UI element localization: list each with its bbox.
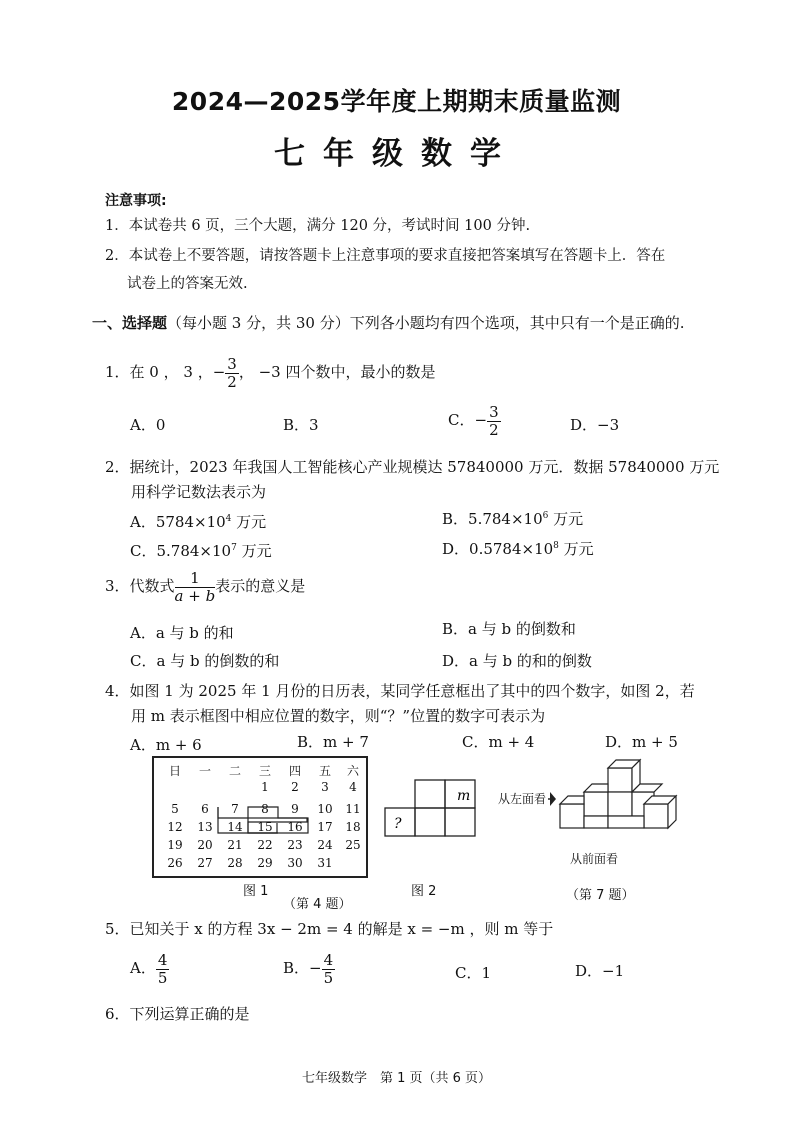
question-5-stem: 5．已知关于 x 的方程 3x − 2m = 4 的解是 x = −m ，则 m 等于 xyxy=(105,920,554,938)
section-1-text: （每小题 3 分，共 30 分）下列各小题均有四个选项，其中只有一个是正确的. xyxy=(167,314,685,332)
q1-option-a: A．0 xyxy=(130,416,166,434)
calendar-day-cell: 31 xyxy=(317,856,333,870)
section-1-heading xyxy=(92,312,685,333)
calendar-day-cell: 30 xyxy=(287,856,303,870)
q1-option-c-neg: − xyxy=(474,411,488,429)
section-1-label: 一、选择题 xyxy=(92,314,168,332)
grid-cell-top-1 xyxy=(415,780,445,808)
q1-option-d: D．−3 xyxy=(570,416,620,434)
calendar-day-cell: 4 xyxy=(349,780,357,794)
q5-b-num: 4 xyxy=(323,951,334,969)
q5-a-fraction xyxy=(156,952,170,986)
q1-fraction xyxy=(225,356,239,390)
cube-bottom-1-top xyxy=(560,796,584,804)
calendar-day-cell: 1 xyxy=(261,780,269,794)
calendar-day-cell: 15 xyxy=(257,820,273,834)
grid-m-label: m xyxy=(457,788,471,804)
q2-b-unit: 万元 xyxy=(548,510,584,528)
q4-caption: （第 4 题） xyxy=(283,897,352,912)
calendar-day-cell: 11 xyxy=(345,802,361,816)
q5-option-d: D．−1 xyxy=(575,962,625,980)
page-footer: 七年级数学 第 1 页（共 6 页） xyxy=(301,1071,492,1086)
q3-stem-a: 3．代数式 xyxy=(105,577,175,595)
calendar-day-cell: 23 xyxy=(287,838,303,852)
calendar-day-cell: 10 xyxy=(317,802,333,816)
q3-fraction xyxy=(175,570,216,604)
calendar-day-cell: 2 xyxy=(291,780,299,794)
notice-item-2: 2．本试卷上不要答题，请按答题卡上注意事项的要求直接把答案填写在答题卡上．答在 xyxy=(105,248,666,264)
q3-option-c: C．a 与 b 的倒数的和 xyxy=(130,652,280,670)
calendar-day-cell: 22 xyxy=(257,838,273,852)
q2-c-unit: 万元 xyxy=(236,542,272,560)
calendar-header-cell: 六 xyxy=(346,764,359,778)
q2-b-base: B．5.784×10 xyxy=(442,510,543,528)
notice-item-1: 1．本试卷共 6 页，三个大题，满分 120 分，考试时间 100 分钟. xyxy=(105,218,531,234)
q3-frac-den: a + b xyxy=(174,586,216,605)
q4-option-c: C．m + 4 xyxy=(462,733,535,751)
calendar-header-cell: 五 xyxy=(318,764,331,778)
q2-d-unit: 万元 xyxy=(558,540,594,558)
cube-figure xyxy=(548,750,683,840)
calendar-day-cell: 17 xyxy=(317,820,333,834)
q5-a-label: A． xyxy=(130,959,156,977)
cube-mid-1-top xyxy=(584,784,608,792)
q5-a-num: 4 xyxy=(157,951,168,969)
q2-option-b xyxy=(442,508,583,529)
q2-c-exp: 7 xyxy=(231,543,237,553)
calendar-figure xyxy=(152,756,368,878)
question-1-stem xyxy=(105,356,435,390)
calendar-day-cell: 6 xyxy=(201,802,209,816)
q4-option-b: B．m + 7 xyxy=(297,733,369,751)
figure-2-label: 图 2 xyxy=(411,884,437,899)
q5-option-b xyxy=(283,952,335,986)
q5-b-fraction xyxy=(322,952,336,986)
calendar-header-cell: 二 xyxy=(228,764,241,778)
calendar-day-cell: 7 xyxy=(231,802,239,816)
calendar-day-cell: 9 xyxy=(291,802,299,816)
q1-c-num: 3 xyxy=(489,403,499,421)
q2-a-base: A．5784×10 xyxy=(130,513,226,531)
question-3-stem xyxy=(105,570,305,604)
calendar-day-cell: 5 xyxy=(171,802,179,816)
q1-stem-b: ， −3 四个数中，最小的数是 xyxy=(238,363,436,381)
q1-option-c xyxy=(448,404,501,438)
q5-option-c: C．1 xyxy=(455,964,492,982)
q2-a-exp: 4 xyxy=(225,514,232,524)
q5-b-label: B．− xyxy=(283,959,322,977)
q4-option-a: A．m + 6 xyxy=(130,736,202,754)
q3-option-b: B．a 与 b 的倒数和 xyxy=(442,620,576,638)
question-2-line-1: 2．据统计，2023 年我国人工智能核心产业规模达 57840000 万元．数据 57840000 万元 xyxy=(105,458,720,476)
q1-option-c-fraction xyxy=(487,404,501,438)
question-6-stem: 6．下列运算正确的是 xyxy=(105,1005,250,1023)
front-view-label: 从前面看 xyxy=(570,852,619,866)
cube-top-front xyxy=(608,768,632,792)
calendar-header-cell: 日 xyxy=(168,764,181,778)
question-4-line-1: 4．如图 1 为 2025 年 1 月份的日历表，某同学任意框出了其中的四个数字，如图 2，若 xyxy=(105,682,695,700)
cube-bottom-1 xyxy=(560,804,584,828)
calendar-day-cell: 25 xyxy=(345,838,361,852)
q3-frac-num: 1 xyxy=(175,570,216,588)
q2-d-base: D．0.5784×10 xyxy=(442,540,554,558)
calendar-day-cell: 14 xyxy=(227,820,243,834)
q1-frac-den: 2 xyxy=(227,372,237,391)
calendar-day-cell: 28 xyxy=(227,856,243,870)
calendar-day-cell: 21 xyxy=(227,838,243,852)
calendar-day-cell: 19 xyxy=(167,838,183,852)
q2-d-exp: 8 xyxy=(553,541,559,551)
cube-bottom-3 xyxy=(608,816,644,828)
notice-item-2-cont: 试卷上的答案无效. xyxy=(127,276,248,292)
cube-mid-1 xyxy=(584,792,608,816)
calendar-day-cell: 12 xyxy=(167,820,183,834)
calendar-day-cell: 13 xyxy=(197,820,213,834)
q5-option-a xyxy=(130,952,169,986)
notice-title: 注意事项: xyxy=(105,193,167,209)
cube-bottom-2 xyxy=(584,816,608,828)
q2-a-unit: 万元 xyxy=(231,513,267,531)
figure-1-label: 图 1 xyxy=(243,884,269,899)
calendar-day-cell: 27 xyxy=(197,856,213,870)
calendar-day-cell: 8 xyxy=(261,802,269,816)
q1-option-b: B．3 xyxy=(283,416,319,434)
calendar-day-cell: 3 xyxy=(321,780,329,794)
q5-b-den: 5 xyxy=(323,968,334,987)
q5-a-den: 5 xyxy=(157,968,168,987)
q7-caption: （第 7 题） xyxy=(566,888,635,903)
q2-b-exp: 6 xyxy=(542,511,549,521)
cube-front-right xyxy=(644,804,668,828)
q1-neg: − xyxy=(212,363,226,381)
left-view-label: 从左面看 xyxy=(498,792,547,806)
q2-option-d xyxy=(442,538,594,559)
question-4-line-2: 用 m 表示框图中相应位置的数字，则“？”位置的数字可表示为 xyxy=(131,707,546,725)
q3-stem-b: 表示的意义是 xyxy=(215,577,306,595)
q2-option-a xyxy=(130,511,266,532)
calendar-day-cell: 18 xyxy=(345,820,361,834)
calendar-day-cell: 29 xyxy=(257,856,273,870)
cube-mid-2 xyxy=(608,792,632,816)
grid-cell-bottom-2 xyxy=(415,808,445,836)
calendar-day-cell: 16 xyxy=(287,820,303,834)
q3-option-d: D．a 与 b 的和的倒数 xyxy=(442,652,592,670)
grid-cell-bottom-3 xyxy=(445,808,475,836)
q1-frac-num: 3 xyxy=(227,355,237,373)
q1-stem-a: 1．在 0 ， 3 ， xyxy=(105,363,213,381)
question-2-line-2: 用科学记数法表示为 xyxy=(131,483,267,501)
exam-subtitle: 七年级数学 xyxy=(274,136,519,172)
calendar-day-cell: 26 xyxy=(167,856,183,870)
calendar-header-cell: 三 xyxy=(258,764,271,778)
q2-option-c xyxy=(130,540,272,561)
q4-option-d: D．m + 5 xyxy=(605,733,678,751)
figure-2-grid xyxy=(383,778,493,840)
q1-c-den: 2 xyxy=(489,420,499,439)
calendar-header-cell: 一 xyxy=(198,764,211,778)
q2-c-base: C．5.784×10 xyxy=(130,542,232,560)
calendar-header-cell: 四 xyxy=(288,764,301,778)
calendar-day-cell: 24 xyxy=(317,838,333,852)
q1-option-c-label: C． xyxy=(448,411,475,429)
exam-title: 2024—2025学年度上期期末质量监测 xyxy=(171,87,622,116)
q3-option-a: A．a 与 b 的和 xyxy=(130,624,234,642)
grid-question-label: ? xyxy=(394,816,402,832)
calendar-day-cell: 20 xyxy=(197,838,213,852)
